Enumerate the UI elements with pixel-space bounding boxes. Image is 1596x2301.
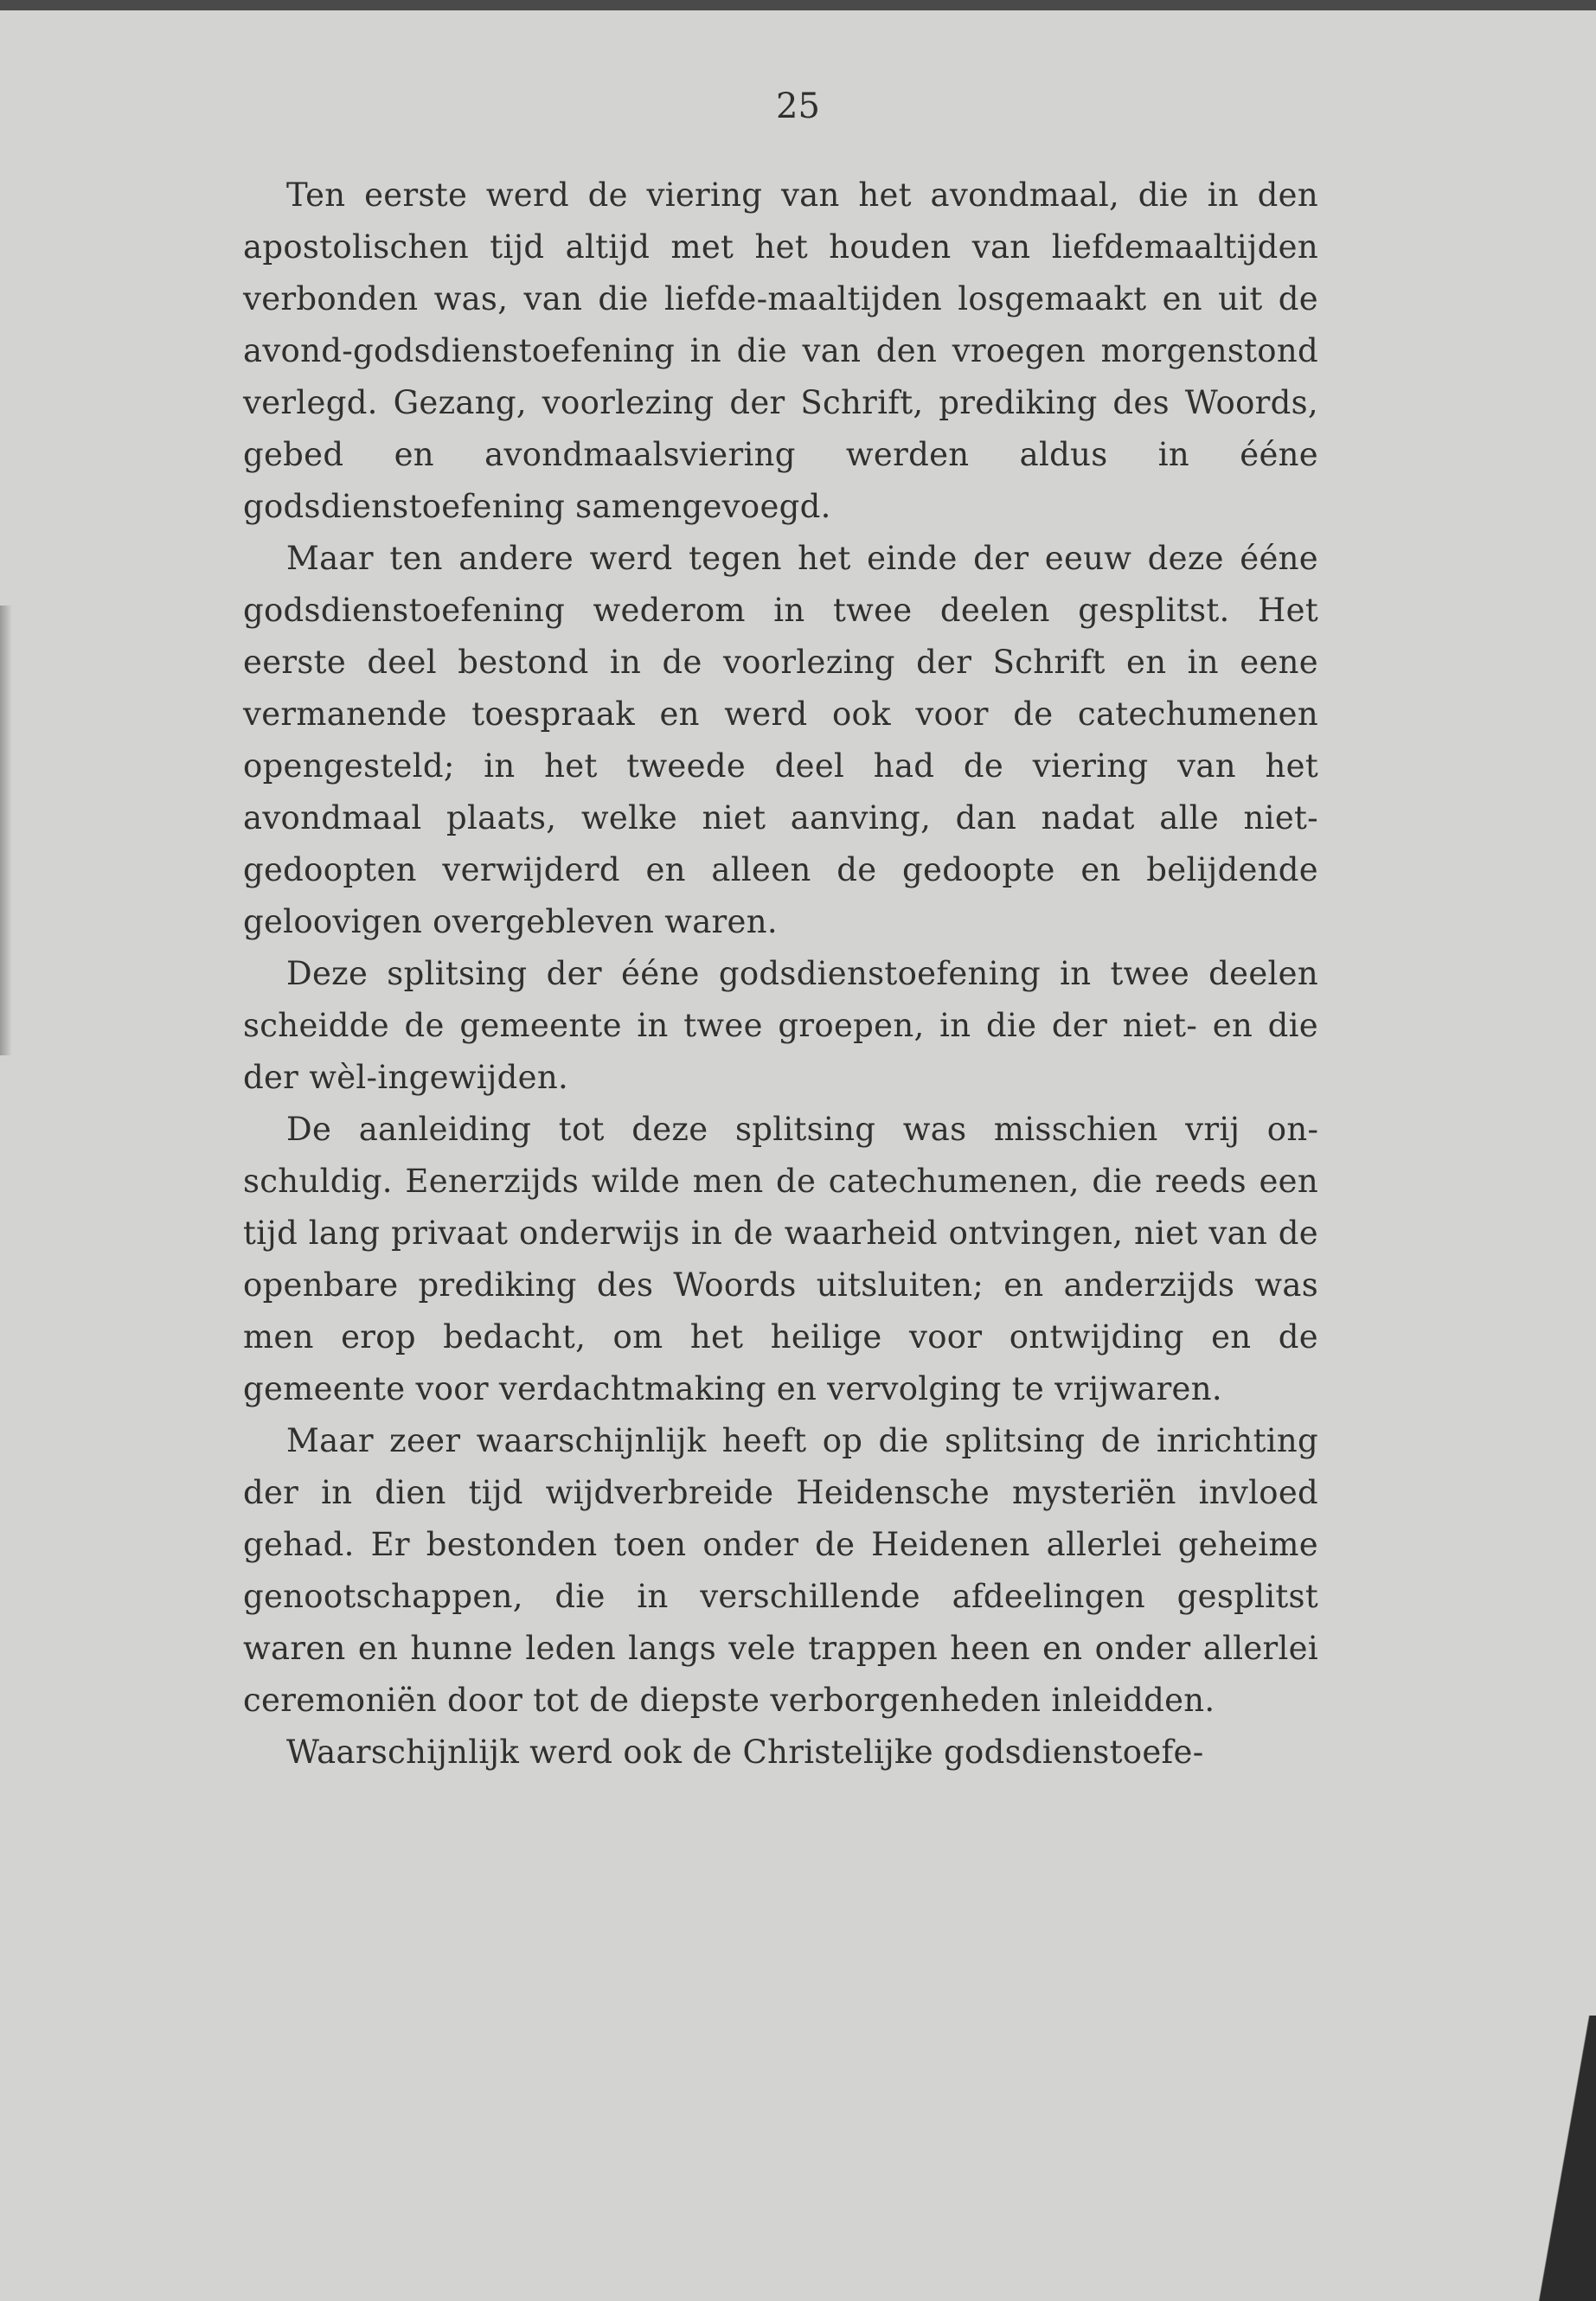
paragraph-4: De aanleiding tot deze splitsing was misschien vrij onschuldig. Eenerzijds wilde men de catechumenen, die reeds een tijd lang privaat onderwijs in de waarheid ontvingen, niet van de openbare prediking des Woords uitsluiten; en anderzijds was men erop bedacht, om het heilige voor ontwijding en de gemeente voor verdachtmaking en vervolging te vrijwaren.	[243, 1111, 1318, 1407]
paragraph-5: Maar zeer waarschijnlijk heeft op die splitsing de inrichting der in dien tijd wijdverbreide Heidensche mysteriën invloed gehad. Er bestonden toen onder de Heidenen allerlei geheime genootschappen, die in verschillende afdeelingen gesplitst waren en hunne leden langs vele trappen heen en onder allerlei ceremoniën door tot de diepste verborgenheden inleidden.	[243, 1422, 1318, 1719]
scan-corner-fold	[1518, 2016, 1596, 2301]
paragraph-6: Waarschijnlijk werd ook de Christelijke godsdienstoefe-	[286, 1734, 1204, 1771]
paragraph-2: Maar ten andere werd tegen het einde der eeuw deze ééne godsdienstoefening wederom in twee deelen gesplitst. Het eerste deel bestond in de voorlezing der Schrift en in eene vermanende toespraak en werd ook voor de catechumenen opengesteld; in het tweede deel had de viering van het avondmaal plaats, welke niet aanving, dan nadat alle niet-gedoopten verwijderd en alleen de gedoopte en belijdende geloovigen overgebleven waren.	[243, 540, 1318, 940]
paragraph-3: Deze splitsing der ééne godsdienstoefening in twee deelen scheidde de gemeente in twee groepen, in die der niet- en die der wèl-ingewijden.	[243, 955, 1318, 1096]
body-text	[243, 170, 1318, 1779]
paragraph-1: Ten eerste werd de viering van het avondmaal, die in den apostolischen tijd altijd met het houden van liefdemaaltijden verbonden was, van die liefde-maaltijden losgemaakt en uit de avond-godsdienstoefening in die van den vroegen morgenstond verlegd. Gezang, voorlezing der Schrift, prediking des Woords, gebed en avondmaalsviering werden aldus in ééne godsdienstoefening samengevoegd.	[243, 176, 1318, 525]
scan-edge-shadow	[0, 606, 12, 1055]
page-number: 25	[776, 87, 820, 126]
scan-border-top	[0, 0, 1596, 10]
